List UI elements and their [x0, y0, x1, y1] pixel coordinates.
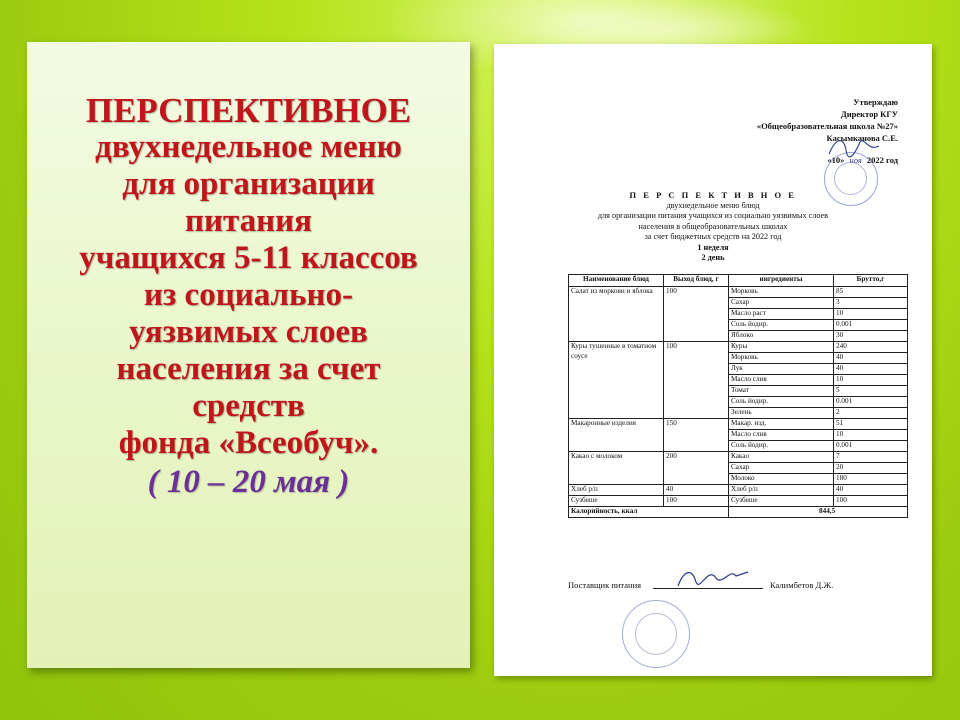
cell-brutto: 5: [834, 386, 908, 397]
title-line: средств: [192, 388, 305, 424]
cell-brutto: 51: [834, 419, 908, 430]
cell-brutto: 40: [834, 485, 908, 496]
cell-brutto: 10: [834, 309, 908, 320]
total-label: Калорийность, ккал: [569, 507, 729, 518]
cell-ingredient: Соль йодир.: [729, 320, 834, 331]
cell-dish: Макаронные изделия: [569, 419, 664, 452]
cell-brutto: 100: [834, 496, 908, 507]
title-line: населения за счет: [116, 351, 381, 387]
approve-date-day: «10»: [827, 155, 845, 165]
cell-ingredient: Куры: [729, 342, 834, 353]
cell-ingredient: Сахар: [729, 463, 834, 474]
cell-brutto: 3: [834, 298, 908, 309]
table-row: [569, 452, 908, 463]
cell-output: 100: [664, 342, 729, 419]
table-row: [569, 496, 908, 507]
cell-brutto: 10: [834, 375, 908, 386]
cell-brutto: 7: [834, 452, 908, 463]
cell-output: 100: [664, 496, 729, 507]
doc-day: 2 день: [701, 253, 725, 262]
supplier-stamp: [622, 600, 690, 668]
doc-subtitle: двухнедельное меню блюд: [666, 200, 760, 210]
cell-ingredient: Зелень: [729, 408, 834, 419]
doc-subtitle: населения в общеобразовательных школах: [638, 221, 788, 231]
cell-brutto: 40: [834, 353, 908, 364]
title-line: уязвимых слоев: [129, 314, 368, 350]
cell-ingredient: Томат: [729, 386, 834, 397]
table-row: [569, 287, 908, 298]
cell-brutto: 2: [834, 408, 908, 419]
cell-ingredient: Морковь: [729, 353, 834, 364]
doc-week: 1 неделя: [697, 242, 729, 252]
cell-ingredient: Сузбеше: [729, 496, 834, 507]
cell-ingredient: Сахар: [729, 298, 834, 309]
cell-brutto: 30: [834, 331, 908, 342]
cell-dish: Куры тушенные в томатном соусе: [569, 342, 664, 419]
document-heading: [494, 190, 932, 264]
cell-ingredient: Соль йодир.: [729, 441, 834, 452]
title-line: питания: [184, 203, 313, 239]
cell-output: 150: [664, 419, 729, 452]
total-value: 844,5: [729, 507, 908, 518]
cell-ingredient: Масло слив: [729, 375, 834, 386]
cell-brutto: 0.001: [834, 397, 908, 408]
title-panel: [27, 42, 470, 668]
cell-brutto: 20: [834, 463, 908, 474]
cell-brutto: 0.001: [834, 320, 908, 331]
supplier-signature: [674, 562, 754, 596]
scanned-document: [494, 44, 932, 676]
cell-ingredient: Лук: [729, 364, 834, 375]
doc-subtitle: за счет бюджетных средств на 2022 год: [644, 232, 782, 241]
approve-date-year: 2022 год: [866, 155, 898, 165]
cell-ingredient: Яблоко: [729, 331, 834, 342]
total-row: [569, 507, 908, 518]
cell-ingredient: Масло слив: [729, 430, 834, 441]
header-brutto: Брутто,г: [834, 275, 908, 287]
date-range: ( 10 – 20 мая ): [147, 464, 350, 500]
approve-line: Утверждаю: [853, 97, 898, 107]
title-line: учащихся 5-11 классов: [79, 240, 418, 276]
cell-dish: Хлеб р/п: [569, 485, 664, 496]
header-ingredients: ингредиенты: [729, 275, 834, 287]
cell-ingredient: Молоко: [729, 474, 834, 485]
title-line: фонда «Всеобуч».: [118, 425, 379, 461]
table-body: [569, 287, 908, 518]
title-line: ПЕРСПЕКТИВНОЕ: [85, 91, 412, 130]
cell-dish: Сузбеше: [569, 496, 664, 507]
cell-output: 200: [664, 452, 729, 485]
header-output: Выход блюд, г: [664, 275, 729, 287]
cell-ingredient: Масло раст: [729, 309, 834, 320]
cell-brutto: 240: [834, 342, 908, 353]
header-dish: Наименование блюд: [569, 275, 664, 287]
cell-output: 100: [664, 287, 729, 342]
approve-date-month: ноя: [849, 155, 862, 165]
doc-subtitle: для организации питания учащихся из социально уязвимых слоев: [597, 211, 829, 220]
cell-ingredient: Какао: [729, 452, 834, 463]
table-header-row: [569, 275, 908, 287]
title-line: для организации: [122, 166, 375, 202]
approve-line: «Общеобразовательная школа №27»: [756, 121, 898, 131]
cell-ingredient: Морковь: [729, 287, 834, 298]
cell-brutto: 85: [834, 287, 908, 298]
table-row: [569, 485, 908, 496]
cell-output: 40: [664, 485, 729, 496]
doc-title: П Е Р С П Е К Т И В Н О Е: [629, 190, 797, 200]
cell-dish: Какао с молоком: [569, 452, 664, 485]
cell-brutto: 180: [834, 474, 908, 485]
approve-line: Касымканова С.Е.: [826, 133, 898, 143]
cell-dish: Салат из моркови и яблока: [569, 287, 664, 342]
menu-table: [568, 274, 908, 518]
cell-brutto: 40: [834, 364, 908, 375]
cell-ingredient: Хлеб р/п: [729, 485, 834, 496]
table-row: [569, 419, 908, 430]
title-line: двухнедельное меню: [95, 129, 402, 165]
cell-brutto: 0.001: [834, 441, 908, 452]
cell-brutto: 10: [834, 430, 908, 441]
approve-line: Директор КГУ: [840, 109, 898, 119]
cell-ingredient: Макар. изд.: [729, 419, 834, 430]
title-line: из социально-: [144, 277, 353, 313]
cell-ingredient: Соль йодир.: [729, 397, 834, 408]
table-row: [569, 342, 908, 353]
supplier-label: Поставщик питания: [568, 580, 642, 590]
supplier-name: Калимбетов Д.Ж.: [770, 580, 834, 590]
